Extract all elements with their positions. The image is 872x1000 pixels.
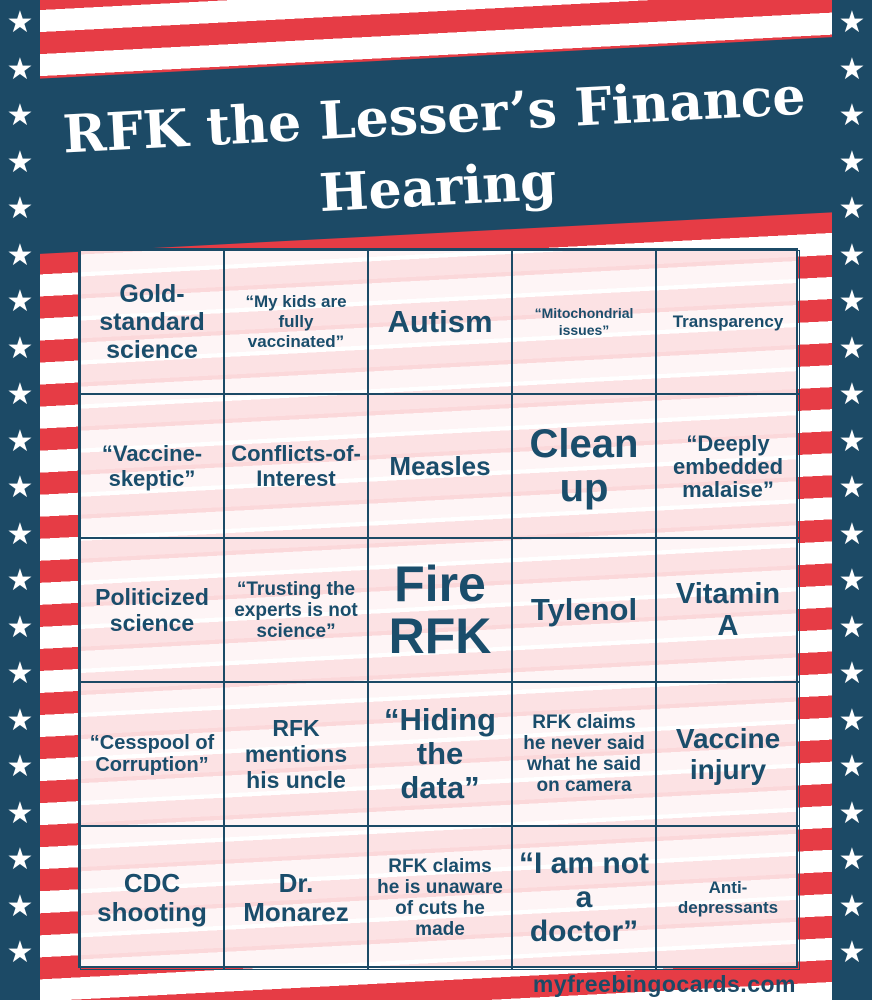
star-icon: ★ [838,749,866,784]
star-icon: ★ [6,609,34,645]
star-icon: ★ [6,842,34,877]
star-icon: ★ [6,330,34,366]
site-footer: myfreebingocards.com [532,971,796,997]
star-icon: ★ [6,935,34,970]
bingo-cell[interactable]: Transparency [656,250,800,394]
bingo-cell[interactable]: Conflicts-of-Interest [224,394,368,538]
star-icon: ★ [838,423,866,459]
star-icon: ★ [838,144,866,180]
bingo-cell[interactable]: Vitamin A [656,538,800,682]
card-title: RFK the Lesser’s Finance Hearing [61,65,807,225]
bingo-cell[interactable]: Tylenol [512,538,656,682]
star-icon: ★ [838,98,866,133]
star-icon: ★ [6,191,34,226]
star-icon: ★ [838,935,866,970]
bingo-cell[interactable]: “My kids are fully vaccinated” [224,250,368,394]
star-icon: ★ [838,702,866,738]
star-icon: ★ [6,51,34,87]
star-icon: ★ [838,237,866,273]
star-icon: ★ [838,51,866,87]
star-icon: ★ [838,656,866,691]
star-icon: ★ [838,516,866,552]
bingo-cell[interactable]: Clean up [512,394,656,538]
star-icon: ★ [838,330,866,366]
star-icon: ★ [6,516,34,552]
bingo-cell[interactable]: Autism [368,250,512,394]
star-icon: ★ [6,702,34,738]
bingo-cell[interactable]: “Cesspool of Corruption” [80,682,224,826]
bingo-cell[interactable]: RFK claims he is unaware of cuts he made [368,826,512,970]
star-icon: ★ [6,98,34,133]
star-icon: ★ [6,237,34,273]
star-icon: ★ [838,284,866,319]
bingo-cell[interactable]: “Deeply embedded malaise” [656,394,800,538]
star-icon: ★ [6,377,34,412]
star-icon: ★ [838,795,866,831]
bingo-cell[interactable]: CDC shooting [80,826,224,970]
bingo-cell[interactable]: Anti-depressants [656,826,800,970]
star-icon: ★ [6,470,34,505]
star-icon: ★ [6,144,34,180]
star-icon: ★ [6,795,34,831]
bingo-card [40,0,832,1000]
bingo-cell[interactable]: RFK mentions his uncle [224,682,368,826]
star-icon: ★ [6,888,34,924]
star-icon: ★ [6,423,34,459]
star-icon: ★ [6,656,34,691]
bingo-cell[interactable]: Vaccine injury [656,682,800,826]
bingo-cell[interactable]: “Trusting the experts is not science” [224,538,368,682]
star-icon: ★ [838,191,866,226]
star-icon: ★ [6,5,34,40]
right-star-border [832,0,872,1000]
bingo-cell[interactable]: “Vaccine-skeptic” [80,394,224,538]
bingo-cell[interactable]: “Mitochondrial issues” [512,250,656,394]
bingo-cell[interactable]: Fire RFK [368,538,512,682]
bingo-cell[interactable]: “I am not a doctor” [512,826,656,970]
bingo-cell[interactable]: RFK claims he never said what he said on camera [512,682,656,826]
bingo-cell[interactable]: Politicized science [80,538,224,682]
left-star-border [0,0,40,1000]
star-icon: ★ [838,377,866,412]
star-icon: ★ [838,470,866,505]
star-icon: ★ [838,842,866,877]
star-icon: ★ [838,5,866,40]
star-icon: ★ [838,563,866,598]
bingo-cell[interactable]: Measles [368,394,512,538]
star-icon: ★ [6,284,34,319]
bingo-cell[interactable]: Dr. Monarez [224,826,368,970]
star-icon: ★ [838,888,866,924]
bingo-cell[interactable]: Gold-standard science [80,250,224,394]
bingo-grid [78,248,798,968]
star-icon: ★ [6,563,34,598]
star-icon: ★ [6,749,34,784]
star-icon: ★ [838,609,866,645]
bingo-cell[interactable]: “Hiding the data” [368,682,512,826]
